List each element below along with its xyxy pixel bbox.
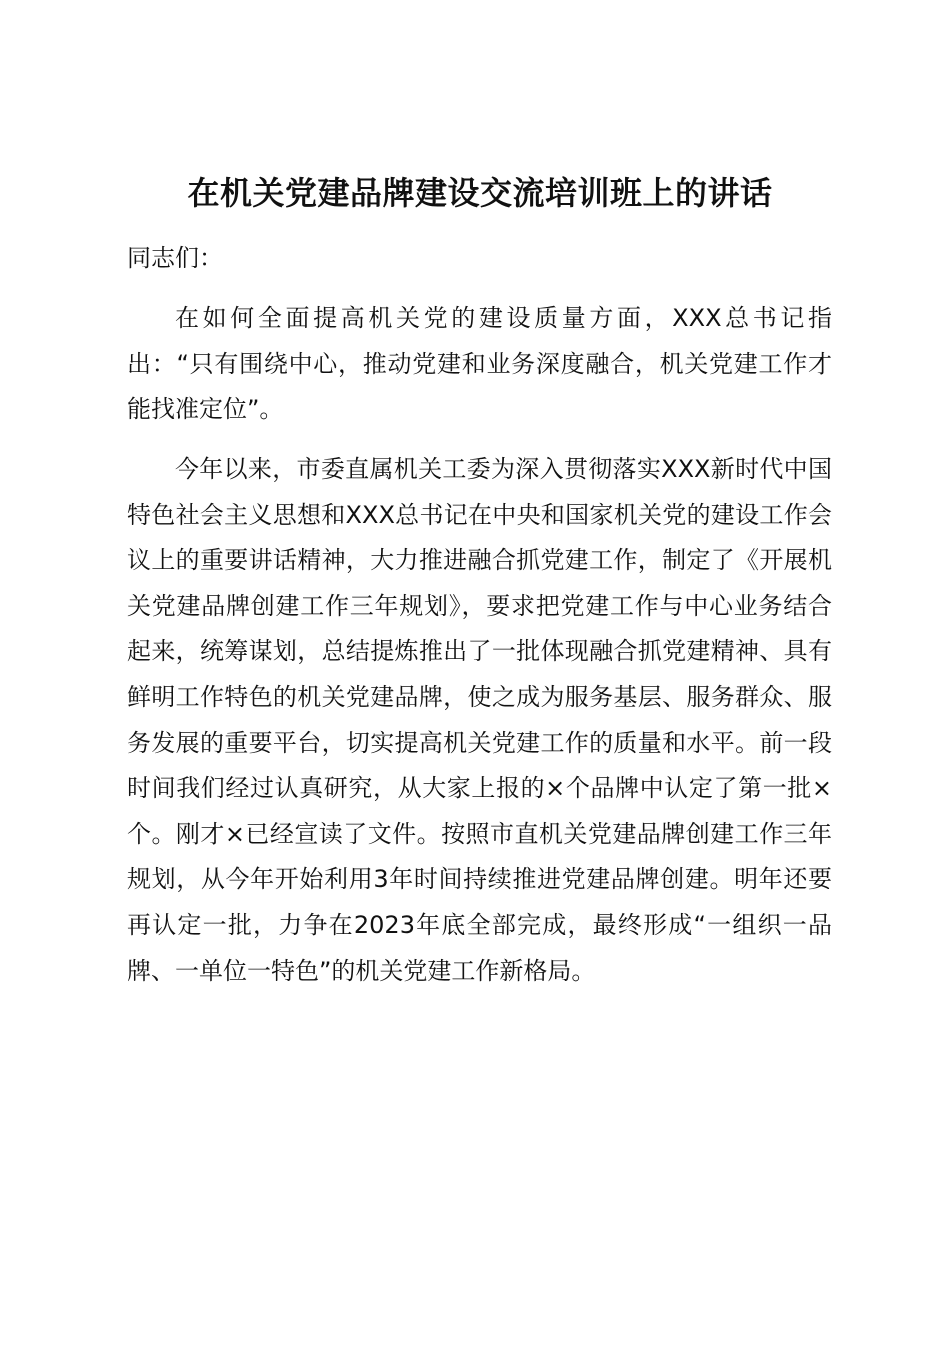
document-title: 在机关党建品牌建设交流培训班上的讲话 bbox=[187, 174, 773, 212]
salutation: 同志们： bbox=[127, 244, 223, 272]
body-paragraph-2: 今年以来，市委直属机关工委为深入贯彻落实XXX新时代中国特色社会主义思想和XXX总书记在中央和国家机关党的建设工作会议上的重要讲话精神，大力推进融合抓党建工作，制定了《开展机关党建品牌创建工作三年规划》，要求把党建工作与中心业务结合起来，统筹谋划，总结提炼推出了一批体现融合抓党建精神、具有鲜明工作特色的机关党建品牌，使之成为服务基层、服务群众、服务发展的重要平台，切实提高机关党建工作的质量和水平。前一段时间我们经过认真研究，从大家上报的×个品牌中认定了第一批×个。刚才×已经宣读了文件。按照市直机关党建品牌创建工作三年规划，从今年开始利用3年时间持续推进党建品牌创建。明年还要再认定一批，力争在2023年底全部完成，最终形成“一组织一品牌、一单位一特色”的机关党建工作新格局。 bbox=[127, 455, 832, 985]
body-paragraph-1: 在如何全面提高机关党的建设质量方面，XXX总书记指出：“只有围绕中心，推动党建和业务深度融合，机关党建工作才能找准定位”。 bbox=[127, 304, 832, 424]
